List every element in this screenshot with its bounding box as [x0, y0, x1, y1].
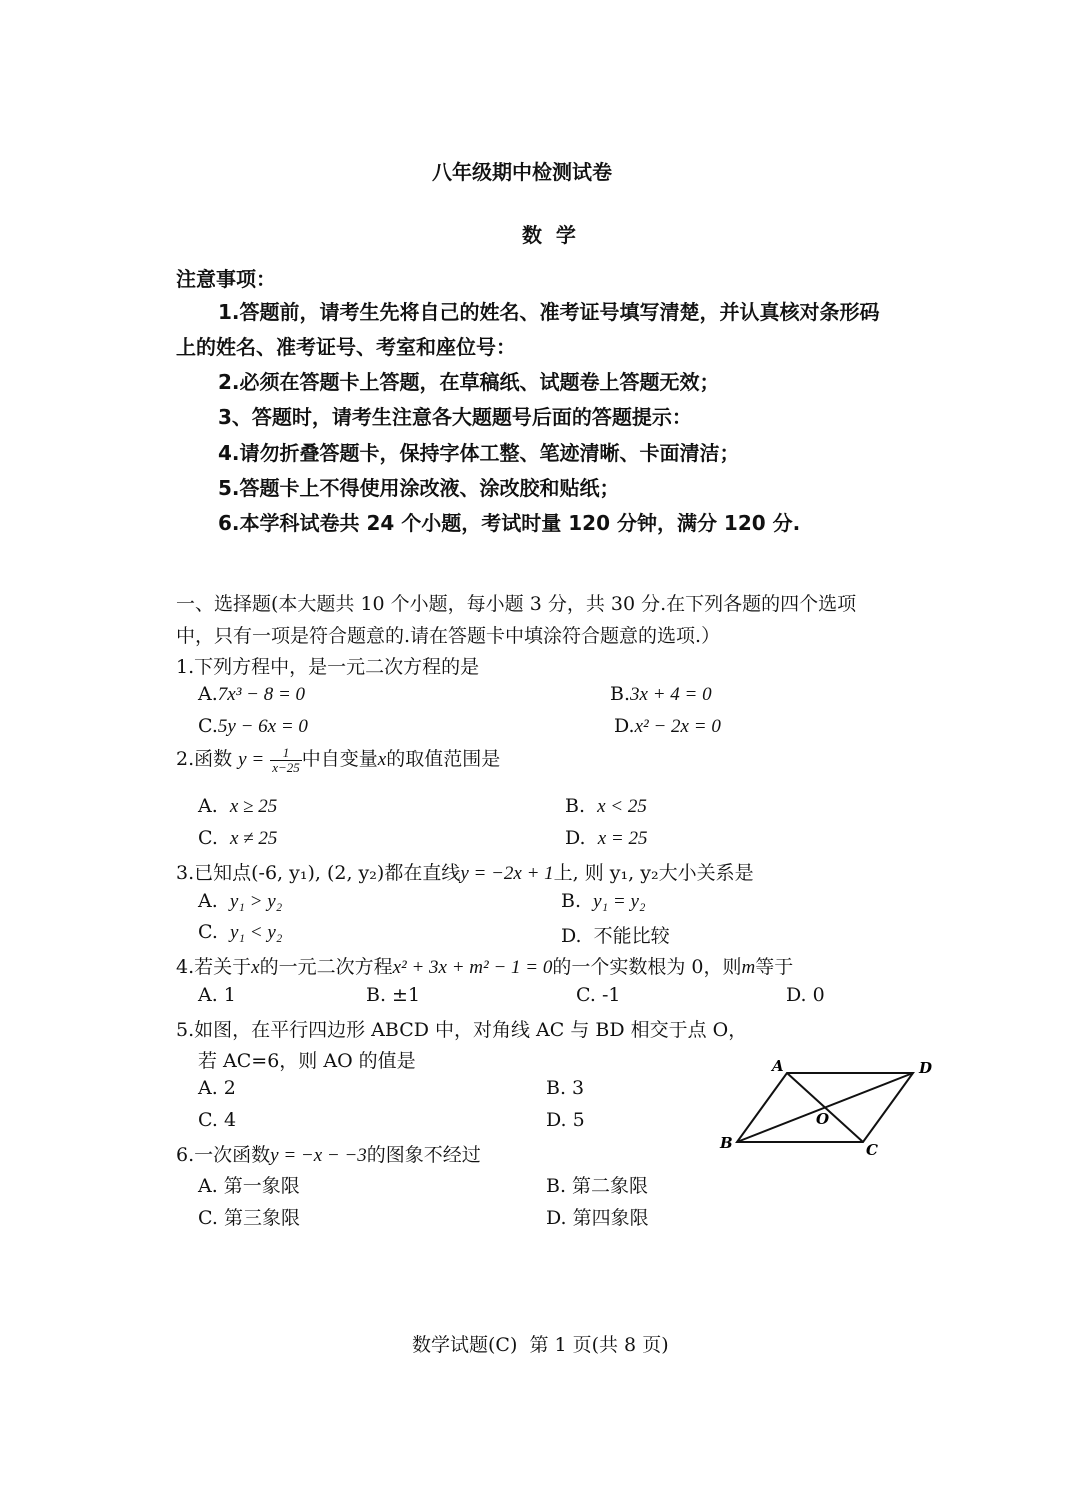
q3-prefix: 3.已知点(-6, y₁), (2, y₂)都在直线	[176, 862, 461, 884]
q2-prefix: 2.函数	[176, 748, 239, 770]
question-3-option-a	[198, 890, 282, 913]
question-5-stem-line1: 5.如图，在平行四边形 ABCD 中，对角线 AC 与 BD 相交于点 O，	[176, 1019, 748, 1041]
question-4-option-a: A. 1	[198, 984, 236, 1006]
question-1-option-a	[198, 683, 305, 706]
section-1-instructions-line1: 一、选择题(本大题共 10 个小题，每小题 3 分，共 30 分.在下列各题的四个选项	[176, 593, 857, 615]
vertex-label-d: D	[919, 1059, 933, 1077]
diagonal-bd	[737, 1073, 913, 1142]
q2-mid: 中自变量	[301, 748, 378, 770]
notice-item-1-cont: 上的姓名、准考证号、考室和座位号：	[176, 335, 516, 359]
q2-var: x	[377, 749, 387, 770]
question-1-stem: 1.下列方程中，是一元二次方程的是	[176, 656, 480, 678]
q2-suffix: 的取值范围是	[386, 748, 501, 770]
question-6-option-c: C. 第三象限	[198, 1207, 300, 1229]
q4-equation: x² + 3x + m² − 1 = 0	[392, 957, 553, 978]
option-math: 5y − 6x = 0	[217, 716, 308, 737]
section-1-instructions-line2: 中，只有一项是符合题意的.请在答题卡中填涂符合题意的选项.）	[176, 625, 721, 647]
option-label: A.	[198, 683, 218, 705]
question-2-stem	[176, 744, 500, 775]
option-label: A.	[198, 890, 218, 912]
parallelogram-figure	[715, 1055, 945, 1160]
notice-item-5: 5.答题卡上不得使用涂改液、涂改胶和贴纸；	[218, 476, 620, 500]
fraction-numerator: 1	[270, 746, 302, 761]
option-label: B.	[561, 890, 582, 912]
q2-fraction	[270, 746, 302, 775]
fraction-denominator: x−25	[272, 759, 300, 775]
exam-title: 八年级期中检测试卷	[432, 160, 612, 184]
option-label: C.	[198, 715, 218, 737]
q4-p2: 的一元二次方程	[259, 956, 393, 978]
question-6-option-d: D. 第四象限	[546, 1207, 649, 1229]
option-math: x ≠ 25	[230, 828, 278, 849]
question-2-option-c	[198, 827, 277, 850]
question-1-option-c	[198, 715, 308, 738]
question-5-option-a: A. 2	[198, 1077, 236, 1099]
option-math: x = 25	[597, 828, 648, 849]
q3-suffix: 上, 则 y₁, y₂大小关系是	[553, 862, 754, 884]
question-5-option-b: B. 3	[546, 1077, 585, 1099]
option-label: D.	[565, 827, 586, 849]
option-label: B.	[610, 683, 631, 705]
question-4-option-b: B. ±1	[366, 984, 421, 1006]
option-label: A.	[198, 795, 218, 817]
question-3-option-b	[561, 890, 646, 913]
q4-p1: 4.若关于	[176, 956, 252, 978]
question-1-option-b	[610, 683, 712, 706]
q4-var-x: x	[251, 957, 260, 978]
q2-y-eq: y =	[238, 749, 265, 770]
notice-item-1: 1.答题前，请考生先将自己的姓名、准考证号填写清楚，并认真核对条形码	[218, 300, 880, 324]
notice-item-2: 2.必须在答题卡上答题，在草稿纸、试题卷上答题无效；	[218, 370, 720, 394]
question-4-option-d: D. 0	[786, 984, 825, 1006]
subject-title: 数 学	[522, 223, 576, 247]
question-3-option-d: D. 不能比较	[561, 925, 670, 947]
option-math: 7x³ − 8 = 0	[217, 684, 306, 705]
option-math: y₁ = y₂	[593, 891, 646, 912]
question-5-option-c: C. 4	[198, 1109, 237, 1131]
q6-equation: y = −x − −3	[270, 1145, 367, 1166]
option-math: y₁ < y₂	[230, 922, 283, 943]
question-5-option-d: D. 5	[546, 1109, 585, 1131]
question-2-option-d	[565, 827, 647, 850]
question-6-option-b: B. 第二象限	[546, 1175, 649, 1197]
page-footer: 数学试题(C) 第 1 页(共 8 页)	[412, 1334, 669, 1356]
center-label-o: O	[816, 1110, 830, 1128]
question-6-option-a: A. 第一象限	[198, 1175, 300, 1197]
q3-line-eq: y = −2x + 1	[460, 863, 554, 884]
question-3-option-c	[198, 921, 282, 944]
option-math: 3x + 4 = 0	[630, 684, 712, 705]
question-6-stem	[176, 1140, 481, 1167]
question-2-option-a	[198, 795, 277, 818]
option-math: y₁ > y₂	[229, 891, 283, 912]
question-4-stem	[176, 952, 793, 979]
vertex-label-b: B	[720, 1134, 733, 1152]
notice-heading: 注意事项：	[176, 267, 276, 291]
notice-item-6: 6.本学科试卷共 24 个小题，考试时量 120 分钟，满分 120 分.	[218, 511, 801, 535]
question-1-option-d	[614, 715, 721, 738]
q6-prefix: 6.一次函数	[176, 1144, 271, 1166]
question-3-stem	[176, 858, 754, 885]
question-2-option-b	[565, 795, 647, 818]
option-math: x² − 2x = 0	[634, 716, 721, 737]
vertex-label-c: C	[866, 1141, 878, 1159]
q4-var-m: m	[741, 957, 756, 978]
option-math: x ≥ 25	[229, 796, 278, 817]
q4-p3: 的一个实数根为 0，则	[552, 956, 742, 978]
vertex-label-a: A	[772, 1057, 784, 1075]
option-label: D.	[614, 715, 635, 737]
question-5-stem-line2: 若 AC=6，则 AO 的值是	[198, 1050, 416, 1072]
option-label: C.	[198, 827, 218, 849]
notice-item-4: 4.请勿折叠答题卡，保持字体工整、笔迹清晰、卡面清洁；	[218, 441, 740, 465]
q4-p4: 等于	[755, 956, 794, 978]
option-label: C.	[198, 921, 218, 943]
option-math: x < 25	[597, 796, 647, 817]
question-4-option-c: C. -1	[576, 984, 621, 1006]
notice-item-3: 3、答题时，请考生注意各大题题号后面的答题提示：	[218, 405, 692, 429]
option-label: B.	[565, 795, 586, 817]
q6-suffix: 的图象不经过	[366, 1144, 481, 1166]
